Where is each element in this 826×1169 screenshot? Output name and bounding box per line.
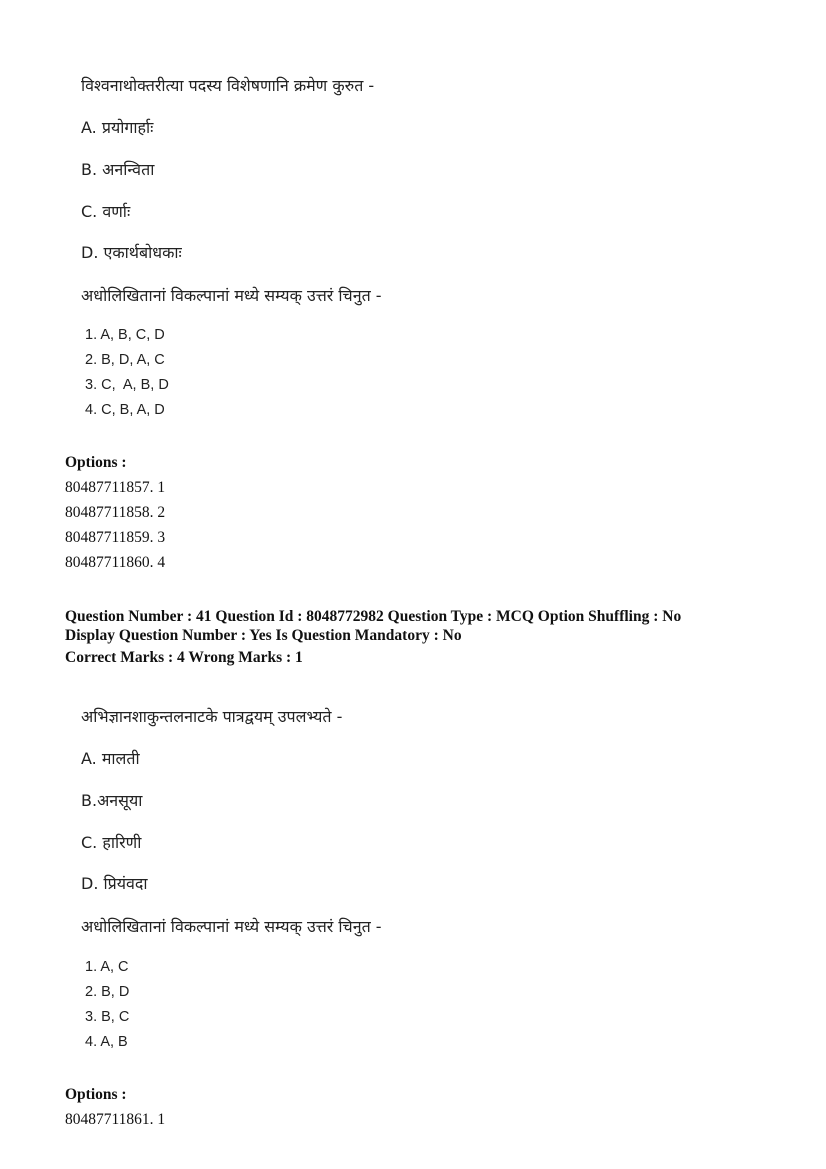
q40-options-label: Options :: [65, 454, 127, 471]
q41-instruction: अधोलिखितानां विकल्पानां मध्ये सम्यक् उत्तरं चिनुत -: [81, 917, 382, 936]
q41-options-list: [65, 1107, 165, 1132]
q40-option-2: 80487711858. 2: [65, 504, 166, 521]
q41-marks-line: Correct Marks : 4 Wrong Marks : 1: [65, 649, 303, 666]
q40-choice-2: 2. B, D, A, C: [85, 352, 165, 368]
q41-option-1: 80487711861. 1: [65, 1111, 166, 1128]
q40-item-d: D. एकार्थबोधकाः: [81, 243, 182, 262]
q41-item-d: D. प्रियंवदा: [81, 874, 148, 893]
q40-option-1: 80487711857. 1: [65, 479, 166, 496]
q40-choice-4: 4. C, B, A, D: [85, 402, 165, 418]
q41-item-a: A. मालती: [81, 749, 140, 768]
q41-choice-1: 1. A, C: [85, 959, 129, 975]
q41-item-b: B.अनसूया: [81, 791, 143, 810]
q40-item-c: C. वर्णाः: [81, 202, 131, 221]
q41-choice-4: 4. A, B: [85, 1034, 128, 1050]
q41-item-c: C. हारिणी: [81, 833, 142, 852]
q41-meta-line-2: Display Question Number : Yes Is Question Mandatory : No: [65, 627, 462, 644]
q41-choice-3: 3. B, C: [85, 1009, 130, 1025]
q41-choice-2: 2. B, D: [85, 984, 130, 1000]
q40-item-a: A. प्रयोगार्हाः: [81, 118, 154, 137]
q40-stem: विश्वनाथोक्तरीत्या पदस्य विशेषणानि क्रमेण कुरुत -: [81, 76, 375, 95]
q40-choice-list: [85, 323, 169, 423]
q41-choice-list: [85, 955, 129, 1055]
q40-instruction: अधोलिखितानां विकल्पानां मध्ये सम्यक् उत्तरं चिनुत -: [81, 286, 382, 305]
q41-stem: अभिज्ञानशाकुन्तलनाटके पात्रद्वयम् उपलभ्यते -: [81, 707, 343, 726]
q41-options-label: Options :: [65, 1086, 127, 1103]
q40-choice-1: 1. A, B, C, D: [85, 327, 165, 343]
q40-choice-3: 3. C, A, B, D: [85, 377, 169, 393]
q40-item-b: B. अनन्विता: [81, 160, 155, 179]
q41-meta-line-1: Question Number : 41 Question Id : 8048772982 Question Type : MCQ Option Shuffling : No: [65, 608, 682, 625]
q40-option-4: 80487711860. 4: [65, 554, 166, 571]
q40-option-3: 80487711859. 3: [65, 529, 166, 546]
q40-options-list: [65, 475, 165, 575]
